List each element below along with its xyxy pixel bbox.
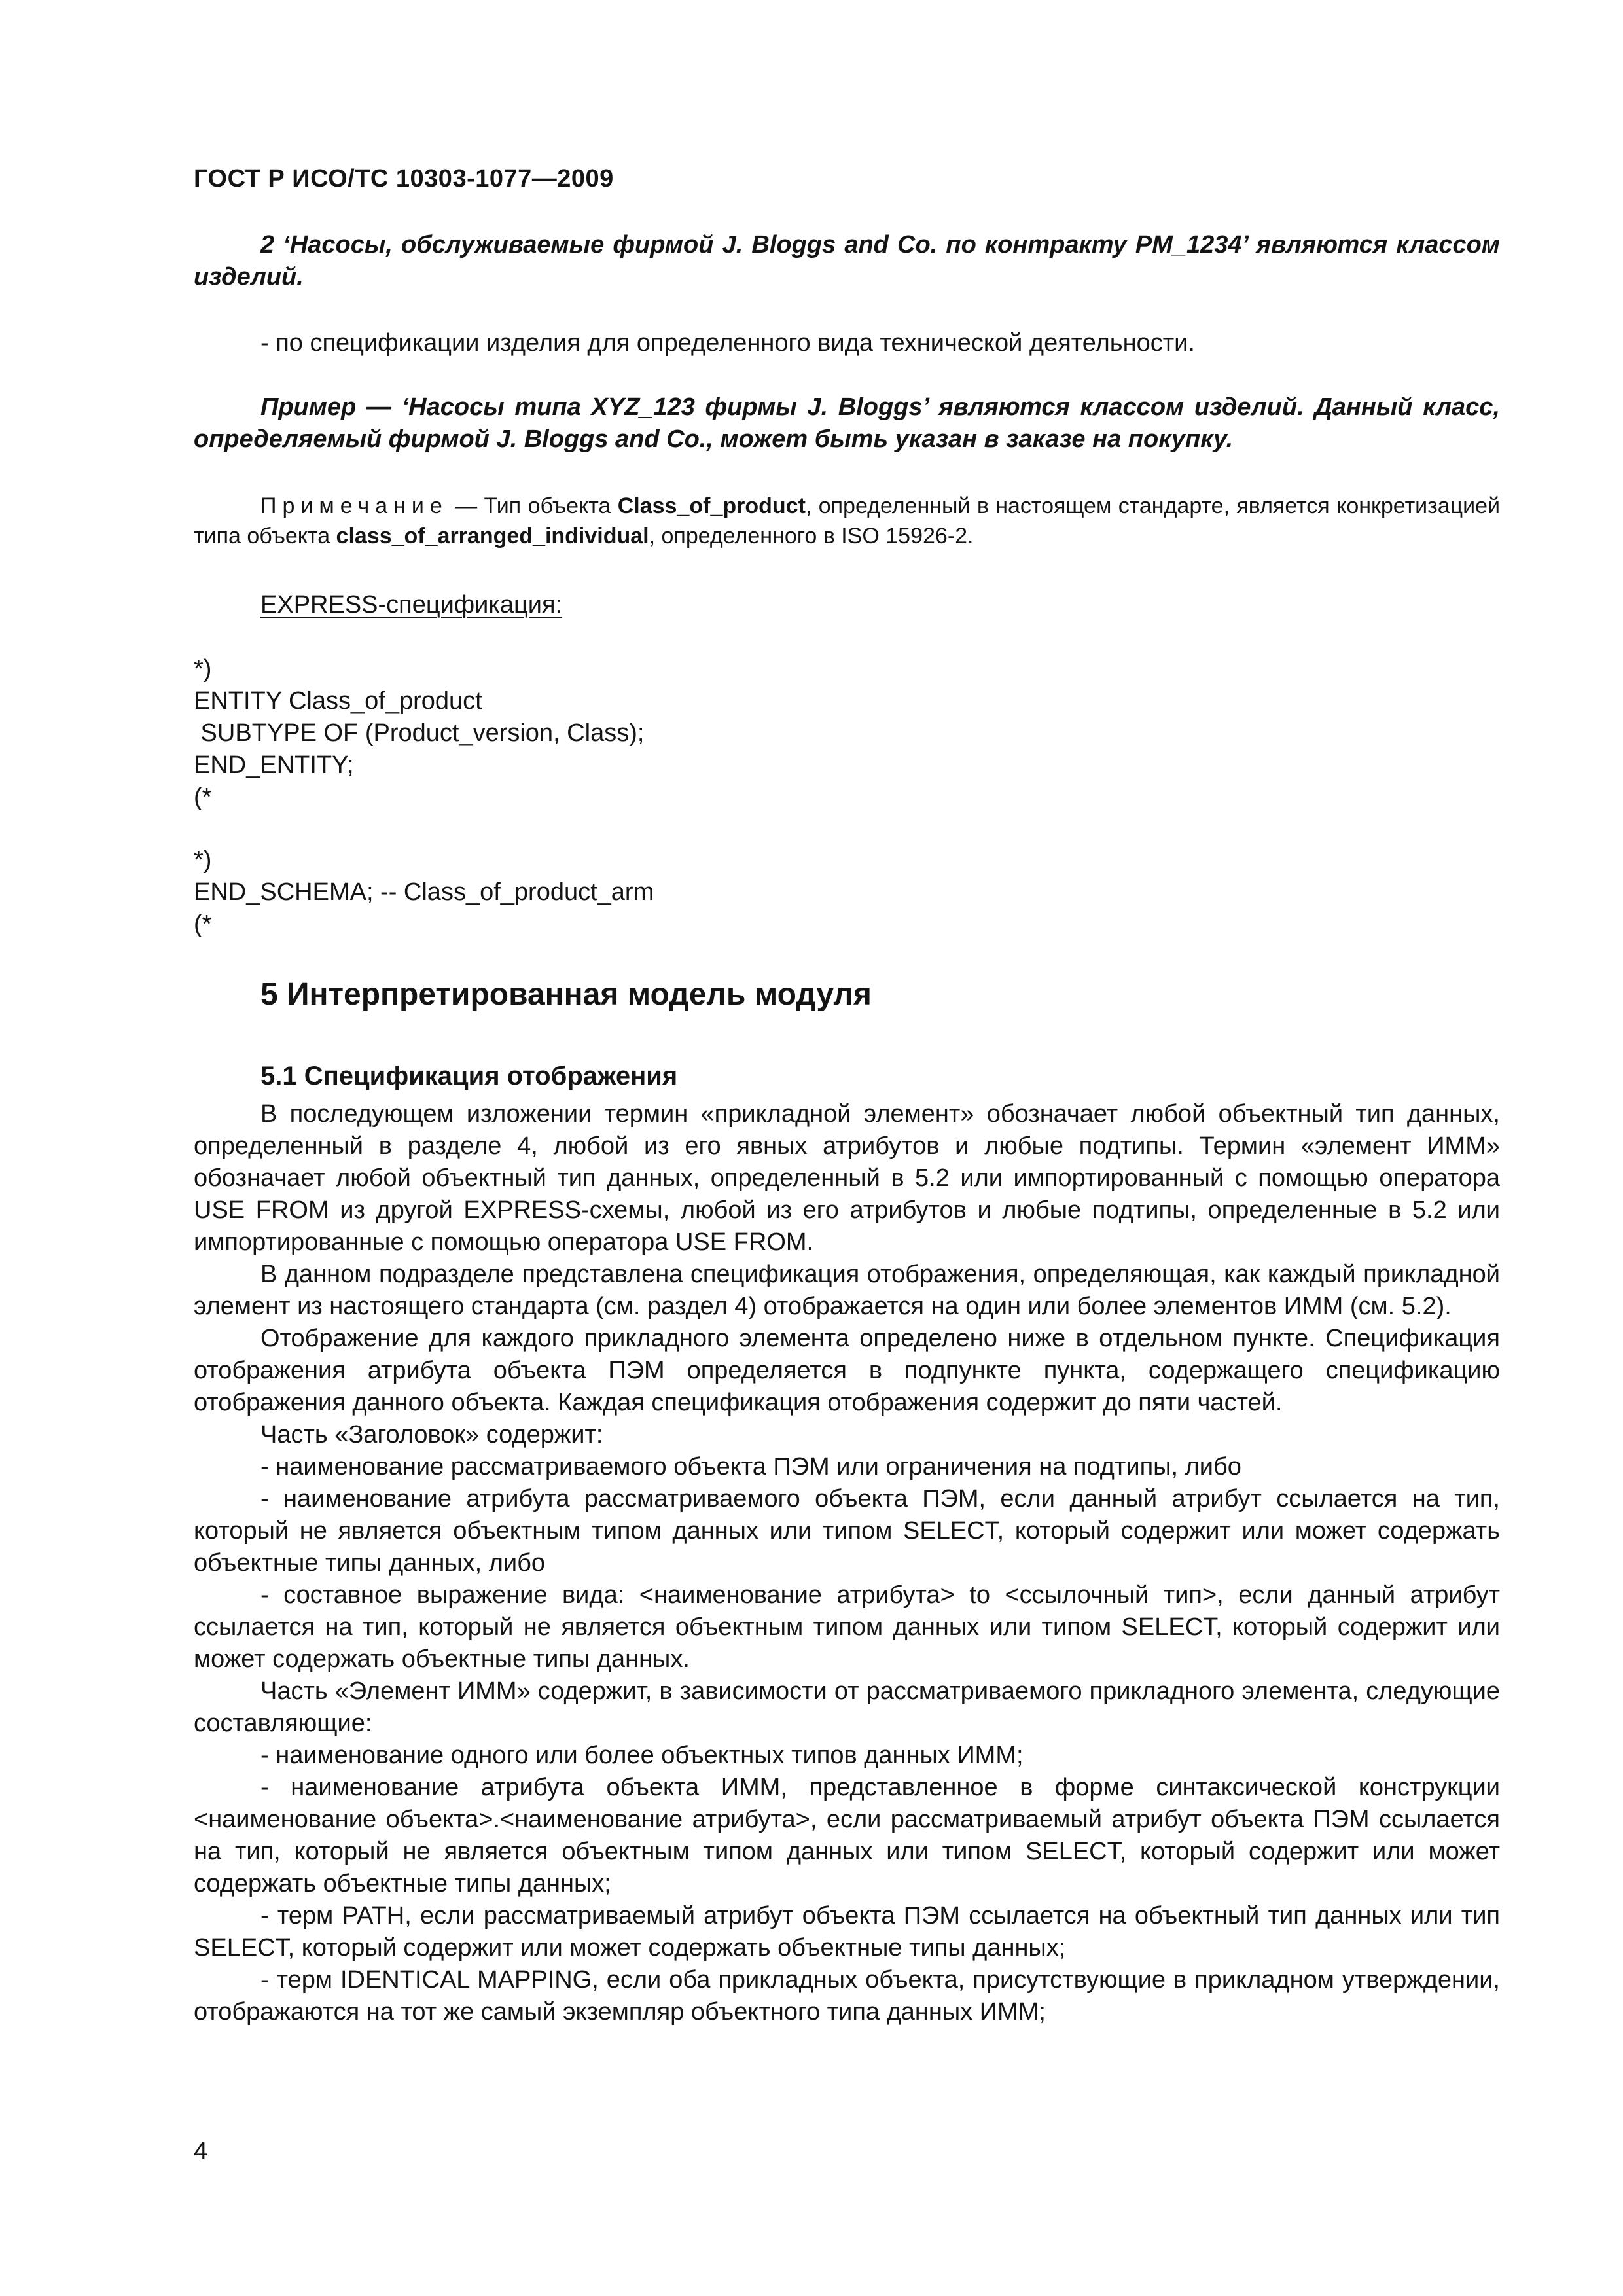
section-5-title: 5 Интерпретированная модель модуля <box>260 977 872 1012</box>
note-label: Примечание <box>260 493 448 518</box>
code-line-7: END_SCHEMA; -- Class_of_product_arm <box>194 878 654 906</box>
code-line-2: ENTITY Class_of_product <box>194 687 482 715</box>
list-item: - наименование атрибута объекта ИММ, представленное в форме синтаксической конструкции <наименование объекта>.<наименование атрибута>, если рассматриваемый атрибут объекта ПЭМ ссылается на тип, который не является объектным типом данных или типом SELECT, который содержит или может содержать объектные типы данных; <box>194 1774 1500 1897</box>
list-item: - составное выражение вида: <наименование атрибута> to <ссылочный тип>, если данный атрибут ссылается на тип, который не является объектным типом данных или типом SELECT, который содержит или может содержать объектные типы данных. <box>194 1581 1500 1673</box>
note-bold-1: Class_of_product <box>617 493 806 518</box>
note-bold-2: class_of_arranged_individual <box>336 524 649 548</box>
list-item: - терм PATH, если рассматриваемый атрибут объекта ПЭМ ссылается на объектный тип данных или тип SELECT, который содержит или может содержать объектные типы данных; <box>194 1902 1500 1962</box>
note-text-2: , определенный в настоящем стандарте, является конкретизацией типа объекта <box>194 493 1501 548</box>
page-number: 4 <box>194 2138 208 2165</box>
express-label: EXPRESS-спецификация: <box>260 591 563 619</box>
bullet-spec: - по спецификации изделия для определенного вида технической деятельности. <box>260 329 1195 357</box>
list-item: - наименование рассматриваемого объекта ПЭМ или ограничения на подтипы, либо <box>260 1453 1241 1480</box>
body-text <box>194 1098 1500 2028</box>
code-line-4: END_ENTITY; <box>194 751 354 779</box>
list-item: - терм IDENTICAL MAPPING, если оба прикладных объекта, присутствующие в прикладном утверждении, отображаются на тот же самый экземпляр объектного типа данных ИММ; <box>194 1966 1500 2026</box>
note-paragraph <box>194 491 1500 551</box>
list-item: - наименование атрибута рассматриваемого объекта ПЭМ, если данный атрибут ссылается на тип, который не является объектным типом данных или типом SELECT, который содержит или может содержать объектные типы данных, либо <box>194 1485 1500 1577</box>
code-line-5: (* <box>194 783 212 811</box>
document-header: ГОСТ Р ИСО/ТС 10303-1077—2009 <box>194 165 614 192</box>
list-item: - наименование одного или более объектных типов данных ИММ; <box>260 1742 1024 1769</box>
paragraph: Часть «Заголовок» содержит: <box>260 1421 603 1448</box>
code-line-6: *) <box>194 846 212 874</box>
express-label-row <box>194 589 1500 621</box>
paragraph: Часть «Элемент ИММ» содержит, в зависимости от рассматриваемого прикладного элемента, следующие составляющие: <box>194 1677 1500 1737</box>
paragraph: В данном подразделе представлена спецификация отображения, определяющая, как каждый прикладной элемент из настоящего стандарта (см. раздел 4) отображается на один или более элементов ИММ (см. 5.2). <box>194 1261 1500 1320</box>
code-line-1: *) <box>194 655 212 683</box>
subsection-5-1-title: 5.1 Спецификация отображения <box>260 1062 678 1090</box>
paragraph: Отображение для каждого прикладного элемента определено ниже в отдельном пункте. Спецификация отображения атрибута объекта ПЭМ определяется в подпункте пункта, содержащего спецификацию отображения данного объекта. Каждая спецификация отображения содержит до пяти частей. <box>194 1325 1500 1416</box>
example-main: Пример — ‘Насосы типа XYZ_123 фирмы J. Bloggs’ являются классом изделий. Данный класс, определяемый фирмой J. Bloggs and Co., может быть указан в заказе на покупку. <box>194 393 1500 453</box>
paragraph: В последующем изложении термин «прикладной элемент» обозначает любой объектный тип данных, определенный в разделе 4, любой из его явных атрибутов и любые подтипы. Термин «элемент ИММ» обозначает любой объектный тип данных, определенный в 5.2 или импортированный с помощью оператора USE FROM из другой EXPRESS-схемы, любой из его атрибутов и любые подтипы, определенные в 5.2 или импортированные с помощью оператора USE FROM. <box>194 1100 1500 1256</box>
note-text-1: — Тип объекта <box>448 493 618 518</box>
example-2: 2 ‘Насосы, обслуживаемые фирмой J. Bloggs and Co. по контракту PM_1234’ являются классом изделий. <box>194 231 1500 291</box>
code-line-3: SUBTYPE OF (Product_version, Class); <box>194 719 645 747</box>
note-text-3: , определенного в ISO 15926-2. <box>649 524 974 548</box>
code-line-8: (* <box>194 910 212 938</box>
